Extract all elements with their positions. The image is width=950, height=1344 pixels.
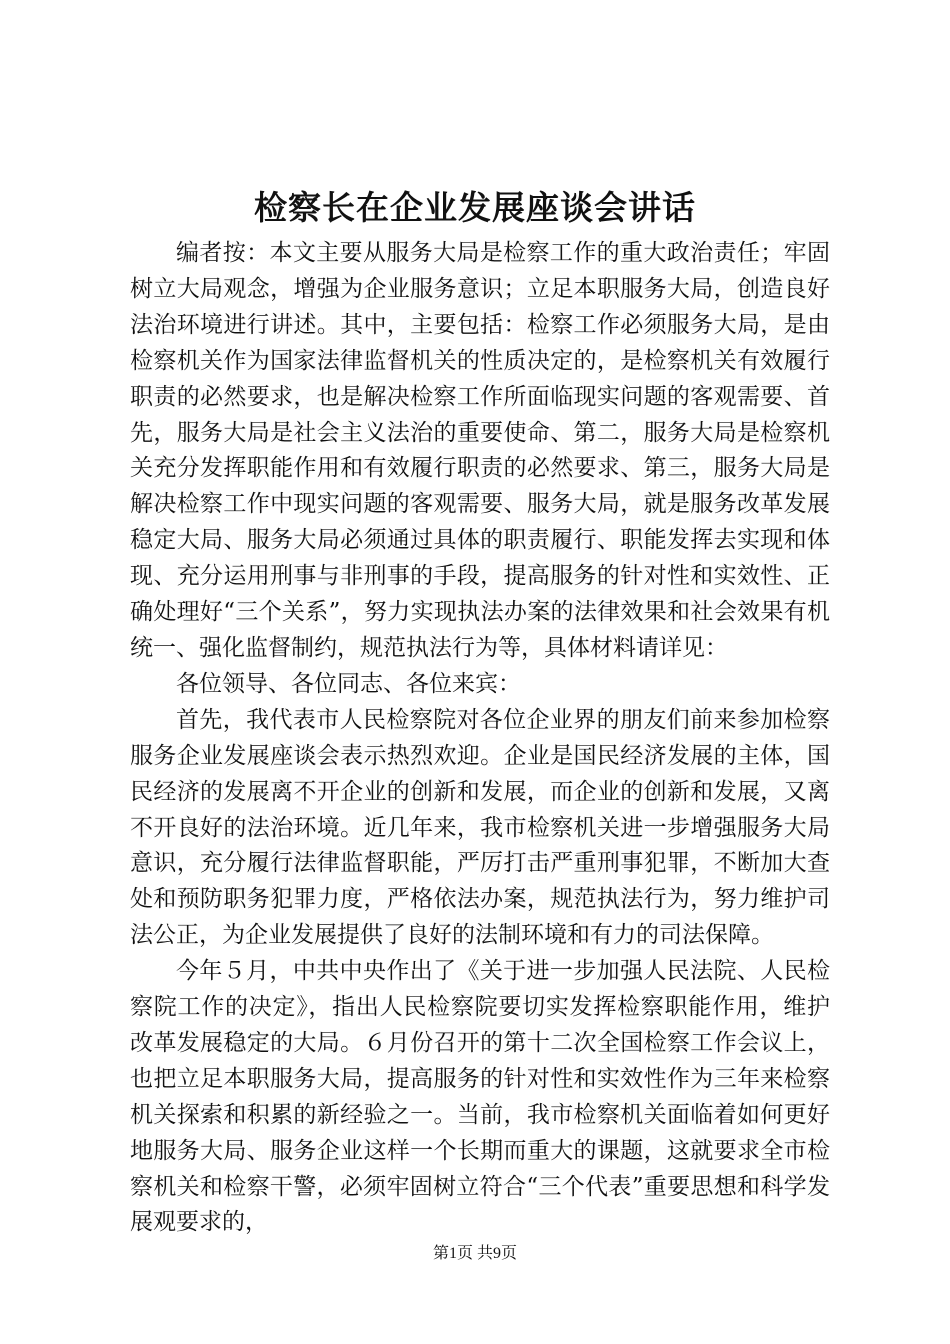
paragraph-decision: 今年５月，中共中央作出了《关于进一步加强人民法院、人民检察院工作的决定》，指出人民检察院要切实发挥检察职能作用，维护改革发展稳定的大局。６月份召开的第十二次全国检察工作会议上，也把立足本职服务大局，提高服务的针对性和实效性作为三年来检察机关探索和积累的新经验之一。当前，我市检察机关面临着如何更好地服务大局、服务企业这样一个长期而重大的课题，这就要求全市检察机关和检察干警，必须牢固树立符合“三个代表”重要思想和科学发展观要求的， (130, 958, 830, 1236)
paragraph-greeting: 各位领导、各位同志、各位来宾： (176, 670, 521, 697)
document-body (130, 236, 830, 1241)
page-footer: 第1页 共9页 (432, 1245, 517, 1262)
paragraph-editor-note: 编者按：本文主要从服务大局是检察工作的重大政治责任；牢固树立大局观念，增强为企业服务意识；立足本职服务大局，创造良好法治环境进行讲述。其中，主要包括：检察工作必须服务大局，是由检察机关作为国家法律监督机关的性质决定的，是检察机关有效履行职责的必然要求，也是解决检察工作所面临现实问题的客观需要、首先，服务大局是社会主义法治的重要使命、第二，服务大局是检察机关充分发挥职能作用和有效履行职责的必然要求、第三，服务大局是解决检察工作中现实问题的客观需要、服务大局，就是服务改革发展稳定大局、服务大局必须通过具体的职责履行、职能发挥去实现和体现、充分运用刑事与非刑事的手段，提高服务的针对性和实效性、正确处理好“三个关系”，努力实现执法办案的法律效果和社会效果有机统一、强化监督制约，规范执法行为等，具体材料请详见： (130, 240, 830, 661)
document-title: 检察长在企业发展座谈会讲话 (254, 188, 696, 227)
paragraph-welcome: 首先，我代表市人民检察院对各位企业界的朋友们前来参加检察服务企业发展座谈会表示热烈欢迎。企业是国民经济发展的主体，国民经济的发展离不开企业的创新和发展，而企业的创新和发展，又离不开良好的法治环境。近几年来，我市检察机关进一步增强服务大局意识，充分履行法律监督职能，严厉打击严重刑事犯罪，不断加大查处和预防职务犯罪力度，严格依法办案，规范执法行为，努力维护司法公正，为企业发展提供了良好的法制环境和有力的司法保障。 (130, 706, 830, 949)
